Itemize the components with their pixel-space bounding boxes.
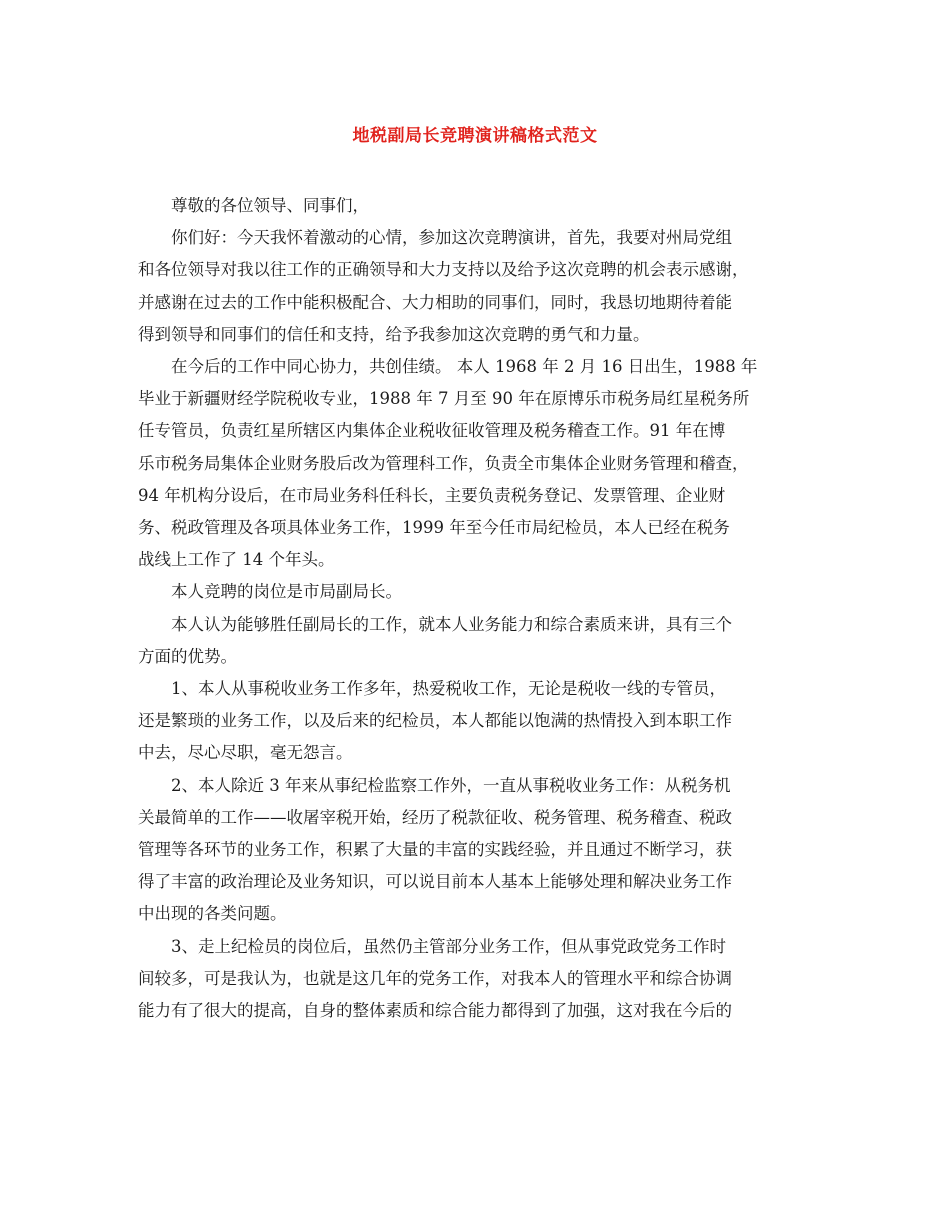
text-line: 得到领导和同事们的信任和支持，给予我参加这次竞聘的勇气和力量。 <box>138 324 650 344</box>
paragraph-advantage-1 <box>138 673 814 770</box>
text-line: 方面的优势。 <box>138 646 237 666</box>
text-line: 在今后的工作中同心协力，共创佳绩。 本人 1968 年 2 月 16 日出生，1988 年 <box>171 357 758 377</box>
document-body <box>138 190 814 1027</box>
paragraph-advantage-2 <box>138 770 814 931</box>
text-line: 你们好：今天我怀着激动的心情，参加这次竞聘演讲，首先，我要对州局党组 <box>171 228 732 248</box>
document-title: 地税副局长竞聘演讲稿格式范文 <box>352 126 598 146</box>
text-line: 间较多，可是我认为，也就是这几年的党务工作，对我本人的管理水平和综合协调 <box>138 968 732 988</box>
text-line: 得了丰富的政治理论及业务知识，可以说目前本人基本上能够处理和解决业务工作 <box>138 872 732 892</box>
text-line: 任专管员，负责红星所辖区内集体企业税收征收管理及税务稽查工作。91 年在博 <box>138 421 726 441</box>
text-line: 尊敬的各位领导、同事们， <box>171 196 369 215</box>
paragraph-advantage-3 <box>138 931 814 1028</box>
paragraph-position <box>138 576 814 608</box>
text-line: 94 年机构分设后，在市局业务科任科长，主要负责税务登记、发票管理、企业财 <box>138 485 726 505</box>
text-line: 务、税政管理及各项具体业务工作，1999 年至今任市局纪检员，本人已经在税务 <box>138 518 730 538</box>
text-line: 本人认为能够胜任副局长的工作，就本人业务能力和综合素质来讲，具有三个 <box>171 614 732 634</box>
text-line: 关最简单的工作——收屠宰税开始，经历了税款征收、税务管理、税务稽查、税政 <box>138 807 732 827</box>
text-line: 管理等各环节的业务工作，积累了大量的丰富的实践经验，并且通过不断学习，获 <box>138 840 732 860</box>
text-line: 和各位领导对我以往工作的正确领导和大力支持以及给予这次竞聘的机会表示感谢， <box>138 260 749 280</box>
text-line: 并感谢在过去的工作中能积极配合、大力相助的同事们，同时，我恳切地期待着能 <box>138 292 732 312</box>
text-line: 能力有了很大的提高，自身的整体素质和综合能力都得到了加强，这对我在今后的 <box>138 1001 732 1021</box>
text-line: 中去，尽心尽职，毫无怨言。 <box>138 743 353 763</box>
text-line: 战线上工作了 14 个年头。 <box>138 550 335 570</box>
text-line: 乐市税务局集体企业财务股后改为管理科工作，负责全市集体企业财务管理和稽查， <box>138 453 749 473</box>
paragraph-background <box>138 351 814 576</box>
text-line: 毕业于新疆财经学院税收专业，1988 年 7 月至 90 年在原博乐市税务局红星税务所 <box>138 389 750 409</box>
paragraph-greeting <box>138 222 814 351</box>
text-line: 中出现的各类问题。 <box>138 904 287 924</box>
text-line: 1、本人从事税收业务工作多年，热爱税收工作，无论是税收一线的专管员， <box>171 679 726 699</box>
text-line: 2、本人除近 3 年来从事纪检监察工作外，一直从事税收业务工作：从税务机 <box>171 775 731 795</box>
text-line: 还是繁琐的业务工作，以及后来的纪检员，本人都能以饱满的热情投入到本职工作 <box>138 711 732 731</box>
text-line: 本人竞聘的岗位是市局副局长。 <box>171 582 402 602</box>
paragraph-salutation <box>138 190 814 222</box>
text-line: 3、走上纪检员的岗位后，虽然仍主管部分业务工作，但从事党政党务工作时 <box>171 936 726 956</box>
paragraph-advantages-intro <box>138 609 814 673</box>
